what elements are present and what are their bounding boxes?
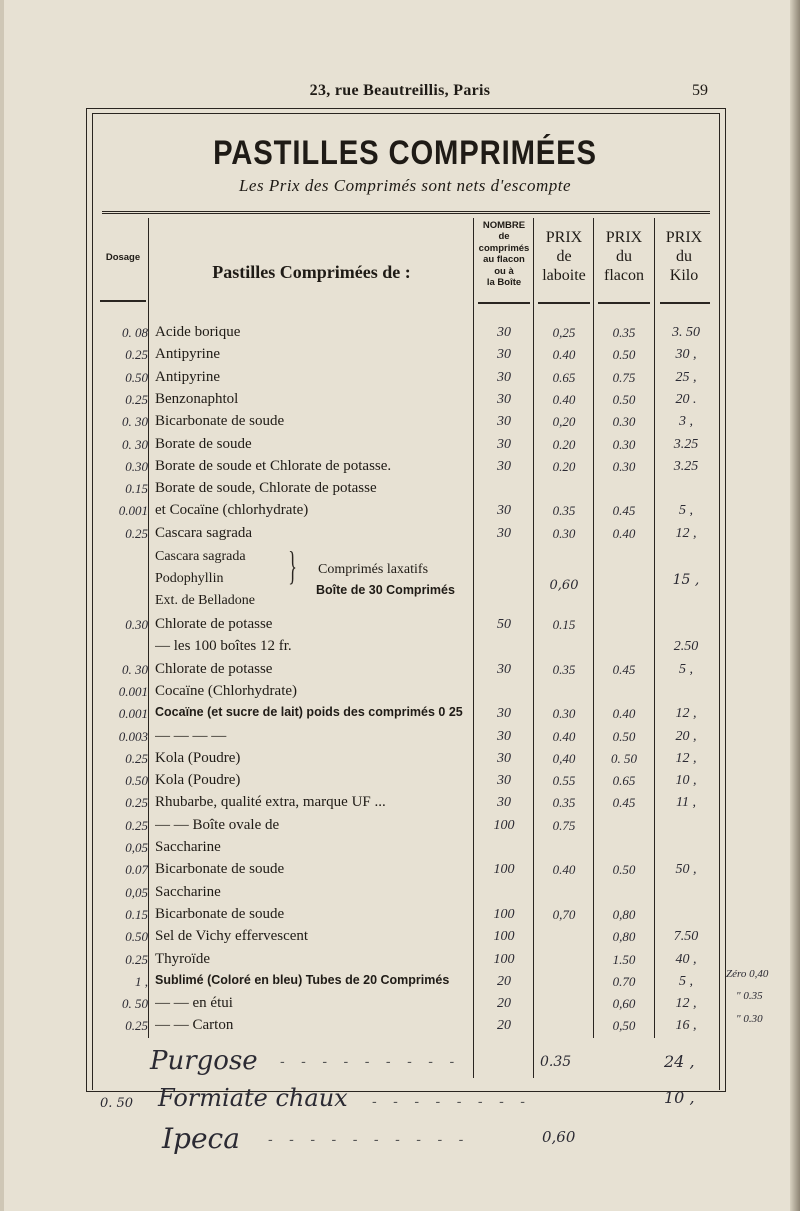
table-row — [0, 1015, 800, 1037]
price-kilo-cell: 2.50 — [673, 639, 699, 655]
price-kilo-cell: 3.25 — [673, 436, 699, 452]
price-kilo-cell: 25 , — [675, 369, 697, 385]
quantity-cell: 50 — [497, 617, 511, 632]
handwritten-ipeca: Ipeca — [162, 1122, 240, 1155]
quantity-cell: 30 — [497, 414, 511, 430]
price-boite-cell: 0.40 — [552, 391, 576, 407]
quantity-cell: 100 — [493, 951, 515, 967]
laxatif-price-kilo: 15 , — [672, 572, 700, 588]
margin-note: Zéro 0,40 — [726, 968, 769, 980]
table-row — [0, 726, 800, 748]
header-nombre — [474, 220, 534, 288]
header-dosage: Dosage — [105, 252, 141, 263]
product-name-cell: Antipyrine — [155, 346, 220, 363]
dash-leader: - - - - - - - - - — [280, 1054, 461, 1070]
quantity-cell: 30 — [497, 525, 511, 541]
dosage-cell: 0.15 — [125, 481, 148, 497]
price-kilo-cell: 5 , — [679, 973, 693, 989]
price-flacon-cell: 0.50 — [612, 391, 636, 407]
dosage-cell: 0.30 — [125, 617, 148, 632]
table-row — [0, 478, 800, 500]
dosage-cell: 0. 50 — [122, 996, 148, 1012]
page-subtitle: Les Prix des Comprimés sont nets d'escompte — [238, 176, 572, 195]
table-row — [0, 389, 800, 411]
table-row — [0, 500, 800, 522]
quantity-cell: 100 — [493, 862, 515, 878]
dosage-cell: 0. 30 — [122, 661, 148, 677]
quantity-cell: 30 — [497, 347, 511, 363]
table-row — [0, 614, 800, 636]
price-boite-cell: 0.35 — [552, 795, 576, 811]
dosage-cell: 0.25 — [125, 1018, 148, 1034]
price-boite-cell: 0.30 — [552, 525, 576, 541]
page-header — [0, 82, 800, 104]
price-kilo-cell: 12 , — [675, 525, 697, 541]
table-row — [0, 949, 800, 971]
quantity-cell: 30 — [497, 458, 511, 474]
quantity-cell: 20 — [497, 1018, 511, 1034]
quantity-cell: 30 — [497, 369, 511, 385]
product-name-cell: Chlorate de potasse — [155, 616, 273, 632]
price-flacon-cell: 0.40 — [612, 706, 636, 722]
price-flacon-cell: 0.45 — [612, 503, 636, 519]
nombre-line-3: comprimés — [478, 242, 530, 254]
price-flacon-cell: 0.50 — [612, 347, 636, 363]
table-row — [0, 792, 800, 814]
quantity-cell: 30 — [497, 728, 511, 744]
product-name-cell: — — — — — [155, 727, 227, 744]
dosage-cell: 0. 30 — [122, 436, 148, 452]
dosage-cell: 0.001 — [118, 706, 148, 722]
product-name-cell: Bicarbonate de soude — [155, 861, 285, 878]
prix-flacon-line-2: du — [616, 248, 632, 266]
dosage-cell: 0. 08 — [122, 325, 148, 340]
laxatif-label-2: Boîte de 30 Comprimés — [316, 583, 455, 597]
price-boite-cell: 0.30 — [552, 706, 576, 722]
table-row — [0, 344, 800, 366]
price-boite-cell: 0.20 — [552, 458, 576, 474]
header-address: 23, rue Beautreillis, Paris — [309, 82, 491, 99]
table-row — [0, 882, 800, 904]
prix-boite-line-2: de — [556, 248, 572, 266]
handwritten-formiate-kilo: 10 , — [664, 1088, 695, 1107]
quantity-cell: 30 — [497, 325, 511, 340]
header-underline — [660, 302, 710, 304]
table-row — [0, 681, 800, 703]
product-name-cell: Cocaïne (et sucre de lait) poids des comprimés 0 25 — [155, 705, 463, 720]
handwritten-purgose: Purgose — [150, 1046, 258, 1076]
quantity-cell: 30 — [497, 436, 511, 452]
price-boite-cell: 0,40 — [552, 750, 576, 766]
price-kilo-cell: 40 , — [675, 951, 697, 967]
price-kilo-cell: 12 , — [675, 750, 697, 766]
dosage-cell: 0.30 — [125, 458, 148, 474]
price-flacon-cell: 0.40 — [612, 525, 636, 541]
price-boite-cell: 0,70 — [552, 906, 576, 922]
price-kilo-cell: 3. 50 — [672, 325, 700, 340]
product-name-cell: Benzonaphtol — [155, 390, 239, 407]
product-name-cell: — les 100 boîtes 12 fr. — [155, 638, 292, 655]
product-name-cell: Bicarbonate de soude — [155, 413, 285, 430]
price-flacon-cell: 0,60 — [612, 996, 636, 1012]
product-name-cell: — — Boîte ovale de — [155, 816, 280, 833]
dosage-cell: 0.25 — [125, 525, 148, 541]
page-number: 59 — [692, 82, 708, 99]
table-row — [0, 748, 800, 770]
price-kilo-cell: 30 , — [675, 347, 697, 363]
quantity-cell: 100 — [493, 817, 515, 833]
price-kilo-cell: 7.50 — [673, 929, 699, 945]
laxatif-price-boite: 0,60 — [549, 578, 579, 593]
dosage-cell: 0.15 — [125, 906, 148, 922]
handwritten-formiate: Formiate chaux — [158, 1084, 348, 1112]
price-flacon-cell: 0.75 — [612, 369, 636, 385]
price-flacon-cell: 0.65 — [612, 773, 636, 789]
table-row — [0, 993, 800, 1015]
table-row — [0, 904, 800, 926]
header-name: Pastilles Comprimées de : — [212, 262, 411, 282]
prix-boite-line-3: laboite — [542, 267, 586, 285]
product-name-cell: Thyroïde — [155, 950, 210, 967]
header-underline — [538, 302, 590, 304]
nombre-line-2: de — [498, 231, 510, 243]
price-flacon-cell: 0.30 — [612, 414, 636, 430]
table-row — [0, 411, 800, 433]
price-boite-cell: 0,25 — [552, 325, 576, 340]
product-name-cell: Saccharine — [155, 883, 221, 900]
price-flacon-cell: 0.50 — [612, 728, 636, 744]
product-name-cell: — — Carton — [155, 1017, 234, 1034]
nombre-line-5: ou à — [494, 265, 514, 277]
quantity-cell: 30 — [497, 503, 511, 519]
header-underline — [598, 302, 650, 304]
price-kilo-cell: 5 , — [679, 661, 693, 677]
product-name-cell: Kola (Poudre) — [155, 749, 241, 766]
table-row — [0, 926, 800, 948]
product-name-cell: Borate de soude, Chlorate de potasse — [155, 480, 377, 497]
price-flacon-cell: 0.50 — [612, 862, 636, 878]
price-kilo-cell: 20 . — [675, 391, 697, 407]
handwritten-purgose-price: 0.35 — [540, 1054, 572, 1070]
header-underline — [478, 302, 530, 304]
table-row — [0, 659, 800, 681]
price-kilo-cell: 3 , — [679, 414, 693, 430]
quantity-cell: 30 — [497, 661, 511, 677]
table-row — [0, 815, 800, 837]
laxatif-label-1: Comprimés laxatifs — [318, 562, 429, 577]
price-kilo-cell: 50 , — [675, 862, 697, 878]
product-name-cell: Bicarbonate de soude — [155, 905, 285, 922]
dosage-cell: 0,05 — [125, 884, 148, 900]
margin-note: " 0.35 — [736, 990, 763, 1002]
product-name-cell: Cocaïne (Chlorhydrate) — [155, 682, 298, 699]
price-kilo-cell: 11 , — [676, 795, 696, 811]
table-row — [0, 367, 800, 389]
product-name-cell: Borate de soude — [155, 435, 252, 452]
quantity-cell: 30 — [497, 773, 511, 789]
price-flacon-cell: 0,80 — [612, 906, 636, 922]
table-row — [0, 636, 800, 658]
prix-kilo-line-1: PRIX — [665, 229, 703, 246]
dosage-cell: 0. 30 — [122, 414, 148, 430]
price-boite-cell: 0,20 — [552, 414, 576, 430]
price-kilo-cell: 10 , — [675, 773, 697, 789]
table-top-rule — [102, 211, 710, 214]
product-name-cell: — — en étui — [155, 995, 233, 1012]
table-row — [0, 322, 800, 344]
dosage-cell: 0.25 — [125, 817, 148, 833]
margin-note: " 0.30 — [736, 1013, 763, 1025]
price-kilo-cell: 3.25 — [673, 458, 699, 474]
price-flacon-cell: 0.30 — [612, 458, 636, 474]
dosage-cell: 0.25 — [125, 750, 148, 766]
price-boite-cell: 0.75 — [552, 817, 576, 833]
handwritten-formiate-dose: 0. 50 — [100, 1096, 134, 1111]
product-name-cell: Kola (Poudre) — [155, 772, 241, 789]
header-prix-kilo — [656, 228, 712, 286]
header-prix-boite — [534, 228, 594, 286]
product-name-cell: Sel de Vichy effervescent — [155, 928, 309, 945]
price-boite-cell: 0.20 — [552, 436, 576, 452]
table-row — [0, 859, 800, 881]
product-name-cell: Saccharine — [155, 839, 221, 855]
price-kilo-cell: 20 , — [675, 728, 697, 744]
dosage-cell: 0.25 — [125, 347, 148, 363]
prix-kilo-line-3: Kilo — [669, 267, 699, 285]
table-row — [0, 434, 800, 456]
dosage-cell: 0.001 — [118, 503, 148, 519]
header-underline — [100, 300, 146, 302]
price-flacon-cell: 0.45 — [612, 661, 636, 677]
price-flacon-cell: 0.45 — [612, 795, 636, 811]
dosage-cell: 0.003 — [118, 728, 148, 744]
dosage-cell: 0.001 — [118, 683, 148, 699]
product-name-cell: et Cocaïne (chlorhydrate) — [155, 502, 309, 519]
price-flacon-cell: 0,80 — [612, 929, 636, 945]
dosage-cell: 0.50 — [125, 369, 148, 385]
product-name-cell: Rhubarbe, qualité extra, marque UF ... — [155, 794, 386, 811]
laxatif-item: Cascara sagrada — [155, 549, 246, 564]
dosage-cell: 0,05 — [125, 840, 148, 855]
prix-flacon-line-1: PRIX — [605, 229, 643, 246]
product-name-cell: Cascara sagrada — [155, 524, 253, 541]
product-name-cell: Antipyrine — [155, 368, 220, 385]
nombre-line-1: NOMBRE — [482, 220, 526, 231]
dosage-cell: 0.50 — [125, 773, 148, 789]
prix-kilo-line-2: du — [676, 248, 692, 266]
laxatif-item: Podophyllin — [155, 571, 224, 586]
price-boite-cell: 0.65 — [552, 369, 576, 385]
price-kilo-cell: 12 , — [675, 996, 697, 1012]
price-boite-cell: 0.40 — [552, 347, 576, 363]
handwritten-purgose-kilo: 24 , — [664, 1052, 695, 1071]
quantity-cell: 30 — [497, 391, 511, 407]
product-name-cell: Chlorate de potasse — [155, 660, 273, 677]
price-flacon-cell: 1.50 — [612, 951, 636, 967]
price-flacon-cell: 0,50 — [612, 1018, 636, 1034]
laxatif-item: Ext. de Belladone — [155, 593, 255, 608]
dash-leader: - - - - - - - - — [372, 1094, 531, 1110]
table-row — [0, 703, 800, 725]
product-name-cell: Borate de soude et Chlorate de potasse. — [155, 457, 392, 474]
quantity-cell: 100 — [493, 929, 515, 945]
table-row — [0, 456, 800, 478]
dosage-cell: 0.25 — [125, 391, 148, 407]
price-kilo-cell: 5 , — [679, 503, 693, 519]
price-boite-cell: 0.40 — [552, 862, 576, 878]
price-boite-cell: 0.15 — [552, 617, 576, 632]
handwritten-ipeca-price: 0,60 — [542, 1128, 576, 1146]
price-boite-cell: 0.40 — [552, 728, 576, 744]
product-name-cell: Acide borique — [155, 324, 241, 340]
nombre-line-6: la Boîte — [486, 276, 522, 288]
quantity-cell: 30 — [497, 795, 511, 811]
price-boite-cell: 0.35 — [552, 661, 576, 677]
price-flacon-cell: 0.30 — [612, 436, 636, 452]
page-title: PASTILLES COMPRIMÉES — [213, 134, 597, 172]
dosage-cell: 1 , — [135, 973, 148, 989]
quantity-cell: 20 — [497, 973, 511, 989]
quantity-cell: 20 — [497, 996, 511, 1012]
nombre-line-4: au flacon — [483, 254, 525, 266]
dash-leader: - - - - - - - - - - — [268, 1132, 470, 1148]
prix-boite-line-1: PRIX — [545, 229, 583, 246]
price-flacon-cell: 0.35 — [612, 325, 636, 340]
price-boite-cell: 0.35 — [552, 503, 576, 519]
product-name-cell: Sublimé (Coloré en bleu) Tubes de 20 Comprimés — [155, 972, 450, 987]
table-row — [0, 770, 800, 792]
brace-right: } — [288, 543, 297, 588]
price-boite-cell: 0.55 — [552, 773, 576, 789]
dosage-cell: 0.50 — [125, 929, 148, 945]
header-prix-flacon — [594, 228, 654, 286]
dosage-cell: 0.25 — [125, 795, 148, 811]
price-kilo-cell: 16 , — [675, 1018, 697, 1034]
price-flacon-cell: 0. 50 — [611, 750, 637, 766]
quantity-cell: 30 — [497, 750, 511, 766]
table-row — [0, 837, 800, 859]
dosage-cell: 0.25 — [125, 951, 148, 967]
dosage-cell: 0.07 — [125, 862, 148, 878]
quantity-cell: 100 — [493, 906, 515, 922]
price-kilo-cell: 12 , — [675, 706, 697, 722]
table-row — [0, 971, 800, 993]
prix-flacon-line-3: flacon — [604, 267, 644, 285]
quantity-cell: 30 — [497, 706, 511, 722]
table-row — [0, 523, 800, 545]
price-flacon-cell: 0.70 — [612, 973, 636, 989]
